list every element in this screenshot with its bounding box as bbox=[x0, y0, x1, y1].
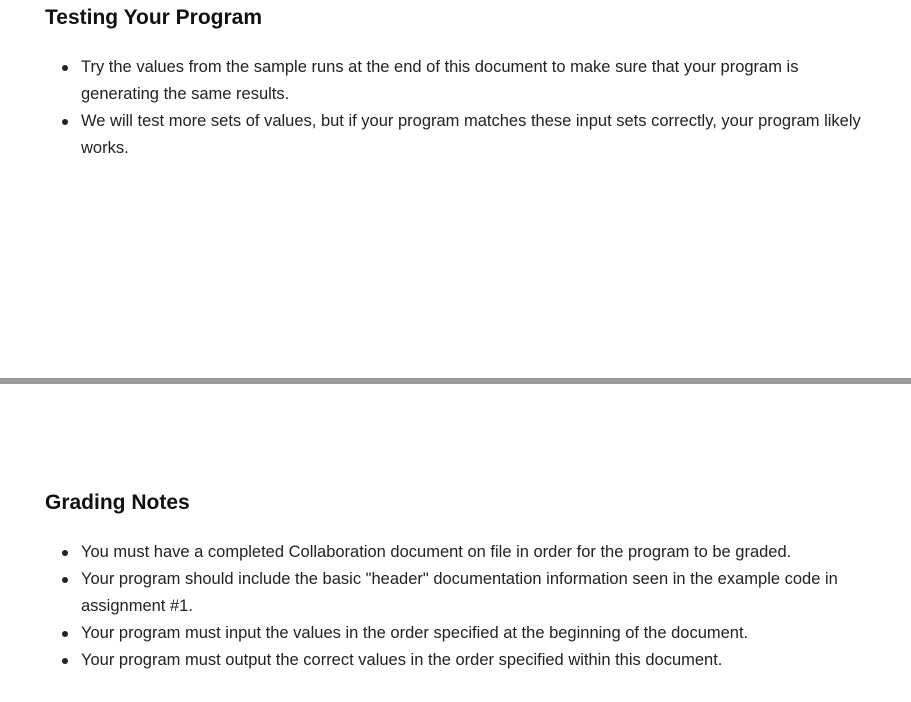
testing-list bbox=[0, 54, 881, 162]
list-item bbox=[81, 566, 881, 620]
list-item-text: We will test more sets of values, but if your program matches these input sets correctly, your program likely works. bbox=[81, 112, 861, 157]
testing-heading: Testing Your Program bbox=[45, 6, 263, 29]
grading-list bbox=[0, 539, 881, 674]
list-item-text: You must have a completed Collaboration document on file in order for the program to be graded. bbox=[81, 543, 792, 561]
bullet-icon bbox=[62, 119, 68, 125]
bullet-icon bbox=[62, 577, 68, 583]
list-item bbox=[81, 620, 881, 647]
grading-heading: Grading Notes bbox=[45, 491, 190, 514]
list-item-text: Your program should include the basic "header" documentation information seen in the example code in assignment #1. bbox=[81, 570, 838, 615]
list-item-text: Try the values from the sample runs at the end of this document to make sure that your program is generating the same results. bbox=[81, 58, 799, 103]
list-item-text: Your program must input the values in the order specified at the beginning of the document. bbox=[81, 624, 749, 642]
list-item bbox=[81, 647, 881, 674]
list-item-text: Your program must output the correct values in the order specified within this document. bbox=[81, 651, 723, 669]
bullet-icon bbox=[62, 658, 68, 664]
bullet-icon bbox=[62, 631, 68, 637]
bullet-icon bbox=[62, 550, 68, 556]
section-divider bbox=[0, 378, 911, 384]
list-item bbox=[81, 54, 881, 108]
bullet-icon bbox=[62, 65, 68, 71]
list-item bbox=[81, 108, 881, 162]
list-item bbox=[81, 539, 881, 566]
